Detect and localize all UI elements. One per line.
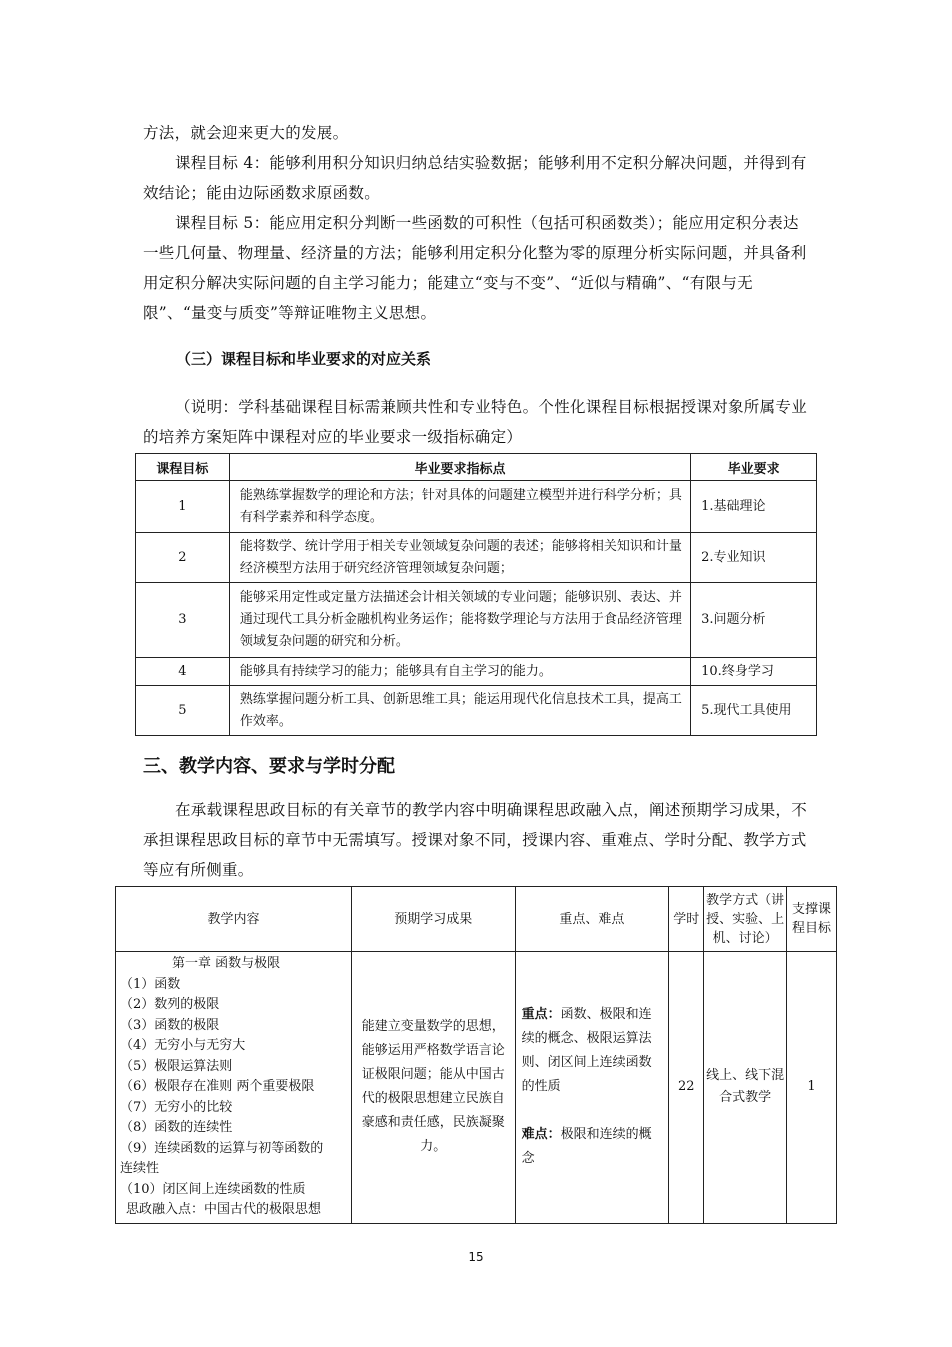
difficult-text: 极限和连续的概念 bbox=[521, 1127, 652, 1167]
note-paragraph: （说明：学科基础课程目标需兼顾共性和专业特色。个性化课程目标根据授课对象所属专业的培养方案矩阵中课程对应的毕业要求一级指标确定） bbox=[143, 398, 808, 446]
chapter-item: （2）数列的极限 bbox=[120, 997, 220, 1012]
header-requirement: 毕业要求 bbox=[691, 454, 817, 481]
indicator-cell: 能够具有持续学习的能力；能够具有自主学习的能力。 bbox=[229, 658, 690, 686]
requirement-cell: 10.终身学习 bbox=[691, 658, 817, 686]
header-keypoints: 重点、难点 bbox=[515, 887, 669, 952]
indicator-cell: 熟练掌握问题分析工具、创新思维工具；能运用现代化信息技术工具，提高工作效率。 bbox=[229, 686, 690, 736]
indicator-cell: 能将数学、统计学用于相关专业领域复杂问题的表述；能够将相关知识和计量经济模型方法用于研究经济管理领域复杂问题； bbox=[229, 533, 690, 583]
table-row bbox=[116, 952, 837, 1224]
header-method: 教学方式（讲授、实验、上机、讨论） bbox=[704, 887, 787, 952]
goals-requirements-table bbox=[135, 453, 817, 736]
requirement-cell: 2.专业知识 bbox=[691, 533, 817, 583]
paragraph-course-goal-5: 课程目标 5：能应用定积分判断一些函数的可积性（包括可积函数类）；能应用定积分表达一些几何量、物理量、经济量的方法；能够利用定积分化整为零的原理分析实际问题，并具备利用定积分解决实际问题的自主学习能力；能建立“变与不变”、“近似与精确”、“有限与无限”、“量变与质变”等辩证唯物主义思想。 bbox=[143, 214, 807, 322]
requirement-cell: 1.基础理论 bbox=[691, 481, 817, 533]
key-text: 函数、极限和连续的概念、极限运算法则、闭区间上连续函数的性质 bbox=[521, 1007, 652, 1095]
chapter-item: （9）连续函数的运算与初等函数的 bbox=[120, 1140, 324, 1156]
chapter-item: （5）极限运算法则 bbox=[120, 1058, 233, 1074]
subsection-heading: （三）课程目标和毕业要求的对应关系 bbox=[176, 350, 432, 368]
outcome-cell: 能建立变量数学的思想，能够运用严格数学语言论证极限问题；能从中国古代的极限思想建立民族自豪感和责任感，民族凝聚力。 bbox=[351, 952, 515, 1224]
key-point bbox=[522, 1003, 663, 1099]
table-row bbox=[136, 658, 817, 686]
chapter-item: （4）无穷小与无穷大 bbox=[120, 1038, 246, 1053]
header-support: 支撑课程目标 bbox=[787, 887, 837, 952]
requirement-cell: 3.问题分析 bbox=[691, 583, 817, 658]
hours-cell: 22 bbox=[669, 952, 704, 1224]
table-row bbox=[136, 481, 817, 533]
table-row bbox=[136, 686, 817, 736]
indicator-cell: 能够采用定性或定量方法描述会计相关领域的专业问题；能够识别、表达、并通过现代工具分析金融机构业务运作；能将数学理论与方法用于食品经济管理领域复杂问题的研究和分析。 bbox=[229, 583, 690, 658]
spacer bbox=[522, 1099, 663, 1123]
support-cell: 1 bbox=[787, 952, 837, 1224]
table-header-row bbox=[136, 454, 817, 481]
keypoints-cell bbox=[515, 952, 669, 1224]
chapter-title: 第一章 函数与极限 bbox=[172, 956, 281, 971]
goal-cell: 1 bbox=[136, 481, 230, 533]
header-hours: 学时 bbox=[669, 887, 704, 952]
chapter-item: （1）函数 bbox=[120, 976, 181, 992]
difficult-label: 难点： bbox=[521, 1127, 561, 1143]
chapter-item: （8）函数的连续性 bbox=[120, 1120, 233, 1135]
paragraph-continuation: 方法，就会迎来更大的发展。 bbox=[143, 124, 349, 142]
chapter-item: （3）函数的极限 bbox=[120, 1017, 220, 1033]
goal-cell: 2 bbox=[136, 533, 230, 583]
chapter-item: 连续性 bbox=[120, 1161, 160, 1176]
table-row bbox=[136, 583, 817, 658]
key-label: 重点： bbox=[521, 1007, 561, 1023]
difficult-point bbox=[522, 1123, 663, 1171]
goal-cell: 5 bbox=[136, 686, 230, 736]
teaching-content-table bbox=[115, 886, 837, 1224]
ideology-point: 思政融入点：中国古代的极限思想 bbox=[126, 1202, 322, 1217]
method-cell: 线上、线下混合式教学 bbox=[704, 952, 787, 1224]
goal-cell: 3 bbox=[136, 583, 230, 658]
chapter-item: （7）无穷小的比较 bbox=[120, 1099, 233, 1115]
table-row bbox=[136, 533, 817, 583]
chapter-item: （6）极限存在准则 两个重要极限 bbox=[120, 1079, 315, 1094]
goal-cell: 4 bbox=[136, 658, 230, 686]
section-heading: 三、教学内容、要求与学时分配 bbox=[143, 756, 395, 777]
paragraph-course-goal-4: 课程目标 4：能够利用积分知识归纳总结实验数据；能够利用不定积分解决问题，并得到有效结论；能由边际函数求原函数。 bbox=[143, 154, 807, 202]
requirement-cell: 5.现代工具使用 bbox=[691, 686, 817, 736]
chapter-content-cell bbox=[116, 952, 352, 1224]
header-content: 教学内容 bbox=[116, 887, 352, 952]
header-indicator: 毕业要求指标点 bbox=[229, 454, 690, 481]
table-header-row bbox=[116, 887, 837, 952]
header-course-goal: 课程目标 bbox=[136, 454, 230, 481]
chapter-item: （10）闭区间上连续函数的性质 bbox=[120, 1181, 306, 1197]
header-outcome: 预期学习成果 bbox=[351, 887, 515, 952]
section-intro-paragraph: 在承载课程思政目标的有关章节的教学内容中明确课程思政融入点，阐述预期学习成果，不承担课程思政目标的章节中无需填写。授课对象不同，授课内容、重难点、学时分配、教学方式等应有所侧重。 bbox=[143, 801, 808, 879]
page-number: 15 bbox=[468, 1250, 484, 1264]
indicator-cell: 能熟练掌握数学的理论和方法；针对具体的问题建立模型并进行科学分析；具有科学素养和科学态度。 bbox=[229, 481, 690, 533]
